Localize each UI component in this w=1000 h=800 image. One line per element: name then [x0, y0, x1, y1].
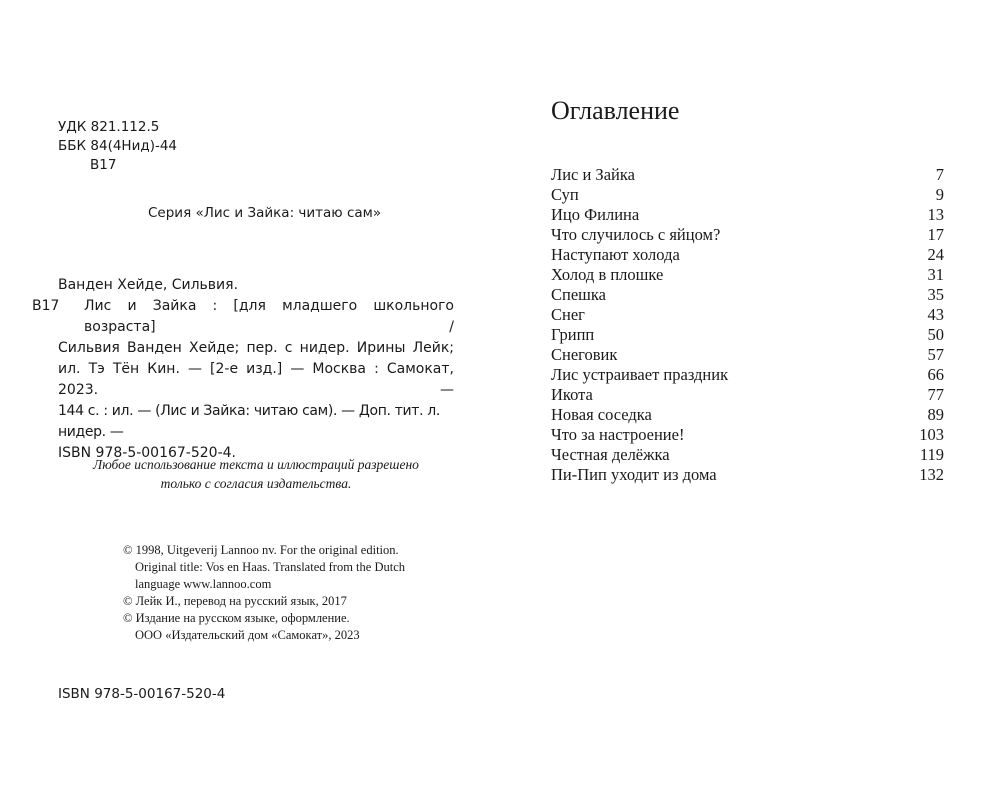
toc-entry-title: Икота	[551, 385, 593, 404]
toc-entry	[551, 265, 944, 285]
biblio-line: Сильвия Ванден Хейде; пер. с нидер. Ирины Лейк;	[58, 340, 454, 356]
copyright-line: © Лейк И., перевод на русский язык, 2017	[123, 594, 347, 608]
toc-entry-page: 103	[919, 425, 944, 444]
toc-entry-title: Лис и Зайка	[551, 165, 635, 184]
series-line: Серия «Лис и Зайка: читаю сам»	[148, 205, 382, 221]
toc-entry	[551, 305, 944, 325]
toc-entry	[551, 445, 944, 465]
biblio-code: В17	[32, 298, 60, 314]
copyright-line: © 1998, Uitgeverij Lannoo nv. For the original edition.	[123, 543, 399, 557]
toc-entry-page: 31	[927, 265, 944, 284]
toc-entry-page: 132	[919, 465, 944, 484]
toc-entry-page: 13	[927, 205, 944, 224]
copyright-line: Original title: Vos en Haas. Translated from the Dutch	[135, 560, 405, 574]
toc-entry	[551, 285, 944, 305]
toc-entry-title: Суп	[551, 185, 579, 204]
toc-entry-page: 50	[927, 325, 944, 344]
bbk-code: ББК 84(4Нид)-44	[58, 138, 178, 154]
toc-entry	[551, 345, 944, 365]
toc-entry	[551, 425, 944, 445]
toc-entry-page: 17	[927, 225, 944, 244]
toc-entry	[551, 325, 944, 345]
usage-notice: Любое использование текста и иллюстраций разрешено только с согласия издательства.	[93, 457, 419, 491]
biblio-line: ил. Тэ Тён Кин. — [2-е изд.] — Москва : Самокат, 2023. —	[58, 361, 454, 398]
isbn: ISBN 978-5-00167-520-4	[58, 686, 226, 702]
toc-entry-title: Грипп	[551, 325, 595, 344]
toc-entry-title: Ицо Филина	[551, 205, 640, 224]
copyright-line: © Издание на русском языке, оформление.	[123, 611, 350, 625]
toc-entry-page: 119	[919, 445, 944, 464]
biblio-line: ISBN 978-5-00167-520-4.	[58, 445, 236, 461]
toc-entry-page: 24	[927, 245, 944, 264]
toc-entry	[551, 405, 944, 425]
toc-entry	[551, 365, 944, 385]
toc-entry-title: Лис устраивает праздник	[551, 365, 729, 384]
toc-entry	[551, 205, 944, 225]
copyright-line: ООО «Издательский дом «Самокат», 2023	[135, 628, 360, 642]
toc-entry-title: Что случилось с яйцом?	[551, 225, 721, 244]
toc-entry	[551, 245, 944, 265]
toc-entry-page: 77	[927, 385, 944, 404]
toc-entry-title: Пи-Пип уходит из дома	[551, 465, 717, 484]
toc-entry-title: Новая соседка	[551, 405, 652, 424]
toc-entry-title: Снеговик	[551, 345, 618, 364]
table-of-contents	[551, 165, 944, 485]
toc-entry	[551, 385, 944, 405]
toc-entry-title: Наступают холода	[551, 245, 680, 264]
toc-entry-title: Что за настроение!	[551, 425, 685, 444]
toc-entry	[551, 185, 944, 205]
toc-entry-page: 57	[927, 345, 944, 364]
toc-entry-page: 89	[927, 405, 944, 424]
toc-entry-page: 66	[927, 365, 944, 384]
toc-entry-title: Спешка	[551, 285, 606, 304]
copyright-block	[123, 542, 405, 644]
toc-title: Оглавление	[551, 96, 680, 125]
biblio-line: 144 с. : ил. — (Лис и Зайка: читаю сам). — Доп. тит. л. нидер. —	[58, 403, 440, 440]
toc-entry-page: 35	[927, 285, 944, 304]
toc-entry	[551, 165, 944, 185]
toc-entry-page: 7	[935, 165, 944, 184]
toc-entry-title: Честная делёжка	[551, 445, 670, 464]
toc-entry-title: Холод в плошке	[551, 265, 664, 284]
toc-entry	[551, 465, 944, 485]
toc-entry-title: Снег	[551, 305, 585, 324]
copyright-line: language www.lannoo.com	[135, 577, 272, 591]
biblio-line: В17 Лис и Зайка : [для младшего школьного возраста] /	[32, 298, 454, 335]
toc-entry-page: 9	[935, 185, 944, 204]
toc-entry-page: 43	[927, 305, 944, 324]
author-mark: В17	[90, 157, 117, 173]
toc-entry	[551, 225, 944, 245]
udk-code: УДК 821.112.5	[58, 119, 160, 135]
bibliographic-record	[32, 275, 454, 464]
biblio-author: Ванден Хейде, Сильвия.	[58, 277, 239, 293]
